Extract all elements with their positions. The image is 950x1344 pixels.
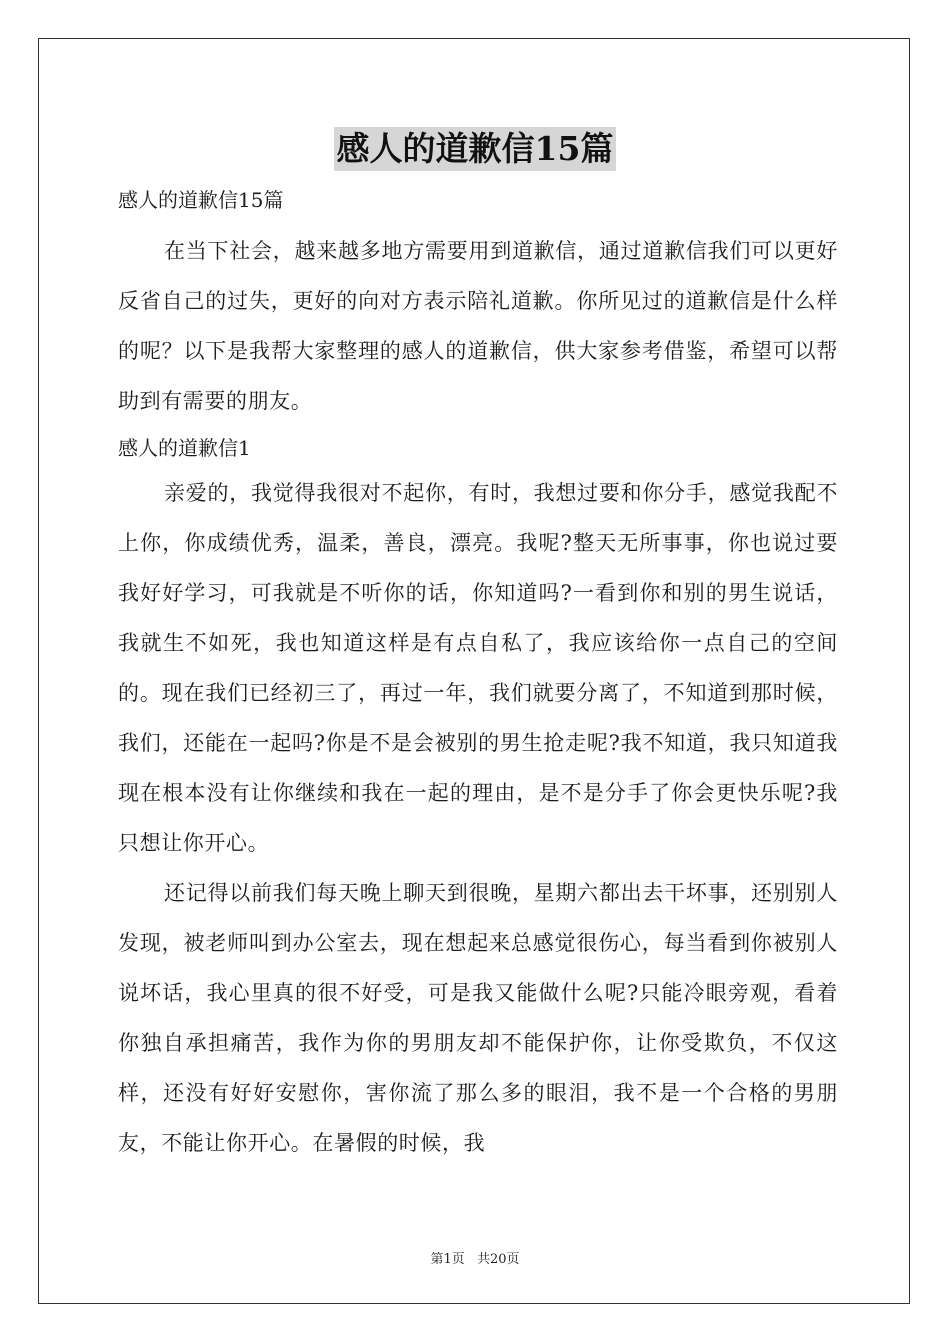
document-body	[118, 180, 838, 1168]
body-paragraph-1: 亲爱的，我觉得我很对不起你，有时，我想过要和你分手，感觉我配不上你，你成绩优秀，温柔，善良，漂亮。我呢?整天无所事事，你也说过要我好好学习，可我就是不听你的话，你知道吗?一看到你和别的男生说话，我就生不如死，我也知道这样是有点自私了，我应该给你一点自己的空间的。现在我们已经初三了，再过一年，我们就要分离了，不知道到那时候，我们，还能在一起吗?你是不是会被别的男生抢走呢?我不知道，我只知道我现在根本没有让你继续和我在一起的理由，是不是分手了你会更快乐呢?我只想让你开心。	[118, 481, 838, 855]
section-heading: 感人的道歉信1	[118, 436, 251, 460]
page-footer	[0, 1248, 950, 1267]
document-subtitle: 感人的道歉信15篇	[118, 188, 284, 212]
title-container	[0, 127, 950, 171]
page-number: 第1页	[430, 1252, 465, 1267]
document-title: 感人的道歉信15篇	[334, 127, 617, 171]
body-paragraph-2: 还记得以前我们每天晚上聊天到很晚，星期六都出去干坏事，还别别人发现，被老师叫到办公室去，现在想起来总感觉很伤心，每当看到你被别人说坏话，我心里真的很不好受，可是我又能做什么呢?只能冷眼旁观，看着你独自承担痛苦，我作为你的男朋友却不能保护你，让你受欺负，不仅这样，还没有好好安慰你，害你流了那么多的眼泪，我不是一个合格的男朋友，不能让你开心。在暑假的时候，我	[118, 881, 838, 1155]
page-total: 共20页	[476, 1252, 520, 1267]
intro-paragraph: 在当下社会，越来越多地方需要用到道歉信，通过道歉信我们可以更好反省自己的过失，更好的向对方表示陪礼道歉。你所见过的道歉信是什么样的呢？以下是我帮大家整理的感人的道歉信，供大家参考借鉴，希望可以帮助到有需要的朋友。	[118, 239, 838, 413]
